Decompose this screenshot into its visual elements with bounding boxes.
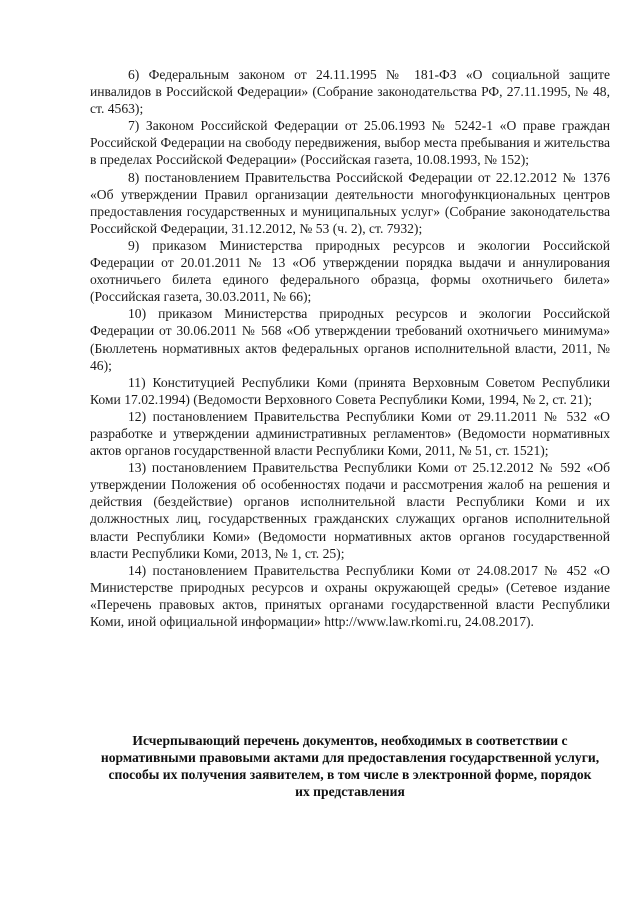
list-item-11: 11) Конституцией Республики Коми (принята Верховным Советом Республики Коми 17.02.1994) (Ведомости Верховного Совета Республики Коми, 1994, № 2, ст. 21); bbox=[90, 374, 610, 407]
document-body bbox=[90, 66, 610, 630]
list-item-8: 8) постановлением Правительства Российской Федерации от 22.12.2012 № 1376 «Об утверждении Правил организации деятельности многофункциональных центров предоставления государственных и муниципальных услуг» (Собрание законодательства Российской Федерации, 31.12.2012, № 53 (ч. 2), ст. 7932); bbox=[90, 169, 610, 236]
list-item-6: 6) Федеральным законом от 24.11.1995 № 181-ФЗ «О социальной защите инвалидов в Российской Федерации» (Собрание законодательства РФ, 27.11.1995, № 48, ст. 4563); bbox=[90, 67, 610, 117]
list-item-13: 13) постановлением Правительства Республики Коми от 25.12.2012 № 592 «Об утверждении Положения об особенностях подачи и рассмотрения жалоб на решения и действия (бездействие) органов исполнительной власти Республики Коми и их должностных лиц, государственных гражданских служащих органов исполнительной власти Республики Коми» (Ведомости нормативных актов органов государственной власти Республики Коми, 2013, № 1, ст. 25); bbox=[90, 460, 610, 561]
list-item-12: 12) постановлением Правительства Республики Коми от 29.11.2011 № 532 «О разработке и утверждении административных регламентов» (Ведомости нормативных актов органов государственной власти Республики Коми, 2011, № 51, ст. 1521); bbox=[90, 408, 610, 459]
list-item-7: 7) Законом Российской Федерации от 25.06.1993 № 5242-1 «О праве граждан Российской Федерации на свободу передвижения, выбор места пребывания и жительства в пределах Российской Федерации» (Российская газета, 10.08.1993, № 152); bbox=[90, 118, 610, 168]
list-item-9: 9) приказом Министерства природных ресурсов и экологии Российской Федерации от 20.01.2011 № 13 «Об утверждении порядка выдачи и аннулирования охотничьего билета единого федерального образца, формы охотничьего билета» (Российская газета, 30.03.2011, № 66); bbox=[90, 237, 610, 305]
list-item-14: 14) постановлением Правительства Республики Коми от 24.08.2017 № 452 «О Министерстве природных ресурсов и охраны окружающей среды» (Сетевое издание «Перечень правовых актов, принятых органами государственной власти Республики Коми, иной официальной информации» http://www.law.rkomi.ru, 24.08.2017). bbox=[90, 562, 610, 629]
section-heading: Исчерпывающий перечень документов, необходимых в соответствии с нормативными правовыми актами для предоставления государственной услуги, способы их получения заявителем, в том числе в электронной форме, порядок их представления bbox=[100, 733, 600, 799]
list-item-10: 10) приказом Министерства природных ресурсов и экологии Российской Федерации от 30.06.2011 № 568 «Об утверждении требований охотничьего минимума» (Бюллетень нормативных актов федеральных органов исполнительной власти, 2011, № 46); bbox=[90, 306, 610, 373]
